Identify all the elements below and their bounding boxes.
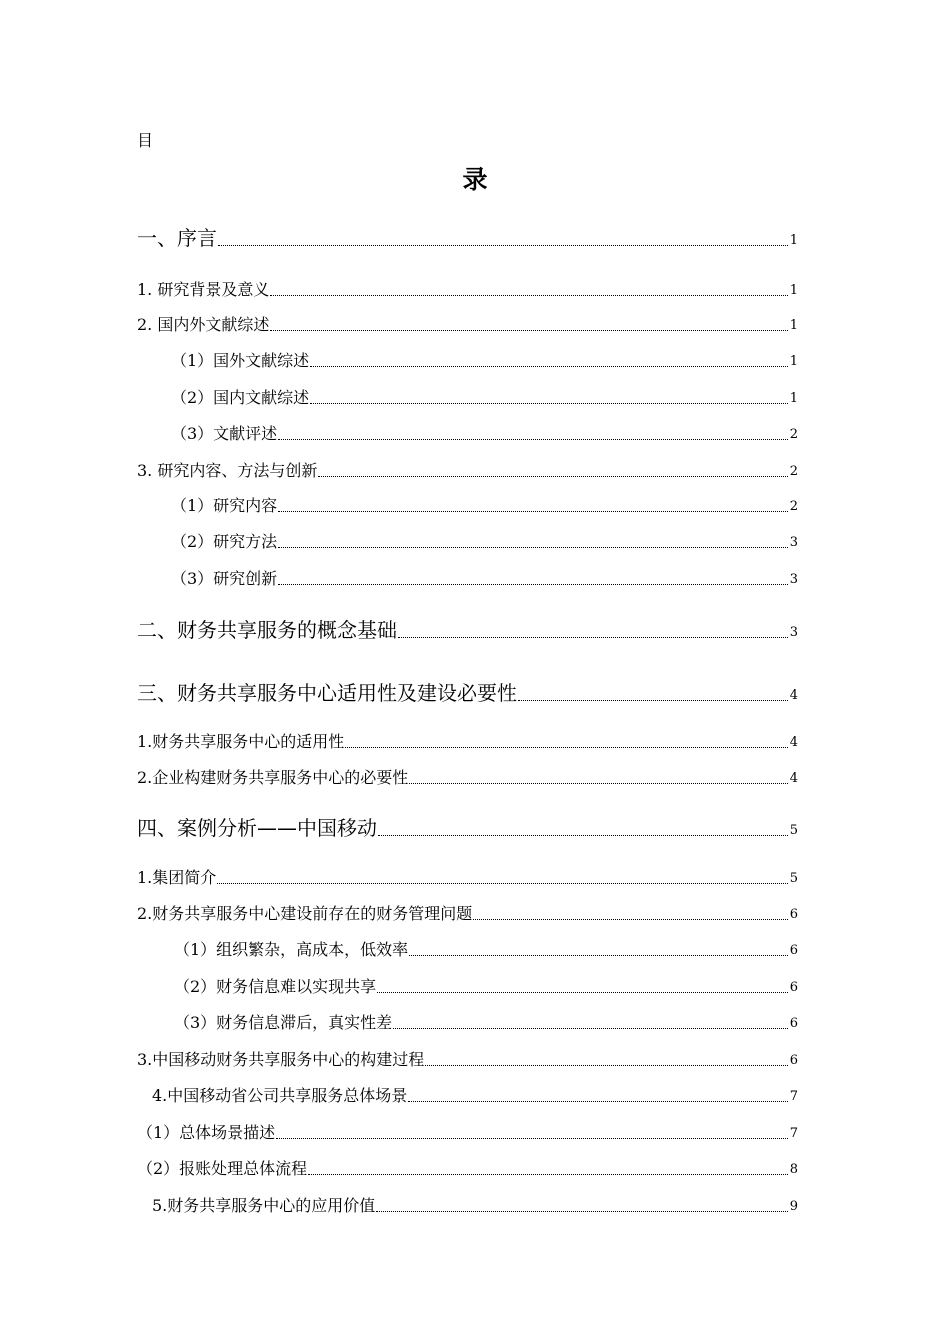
toc-entry-title: 4.中国移动省公司共享服务总体场景 bbox=[152, 1086, 408, 1105]
toc-leader-dots bbox=[345, 747, 787, 748]
toc-leader-dots bbox=[310, 366, 788, 367]
toc-entry-page: 4 bbox=[789, 771, 798, 786]
toc-entry-title: （2）研究方法 bbox=[171, 532, 278, 551]
toc-entry-page: 2 bbox=[789, 427, 798, 442]
toc-entry-page: 1 bbox=[789, 354, 798, 369]
toc-entry[interactable] bbox=[137, 734, 798, 750]
toc-entry-page: 4 bbox=[789, 735, 798, 750]
toc-entry-page: 7 bbox=[789, 1089, 798, 1104]
toc-entry-page: 1 bbox=[789, 318, 798, 333]
toc-entry-title: （1）研究内容 bbox=[171, 496, 278, 515]
toc-leader-dots bbox=[276, 1138, 788, 1139]
toc-entry[interactable] bbox=[137, 683, 798, 703]
toc-leader-dots bbox=[218, 245, 788, 246]
toc-entry-page: 6 bbox=[789, 907, 798, 922]
toc-entry-page: 3 bbox=[789, 625, 798, 640]
toc-entry-title: （3）研究创新 bbox=[171, 569, 278, 588]
toc-entry-title: （2）国内文献综述 bbox=[171, 388, 310, 407]
toc-leader-dots bbox=[376, 1211, 787, 1212]
toc-entry-page: 9 bbox=[789, 1199, 798, 1214]
toc-entry-page: 6 bbox=[789, 980, 798, 995]
toc-leader-dots bbox=[270, 295, 787, 296]
toc-entry[interactable] bbox=[174, 1015, 798, 1031]
toc-entry-page: 3 bbox=[789, 535, 798, 550]
toc-entry-page: 6 bbox=[789, 1016, 798, 1031]
toc-leader-dots bbox=[278, 511, 788, 512]
toc-entry[interactable] bbox=[174, 942, 798, 958]
toc-entry-title: 3. 研究内容、方法与创新 bbox=[137, 461, 318, 480]
toc-entry[interactable] bbox=[137, 317, 798, 333]
toc-leader-dots bbox=[393, 1028, 788, 1029]
toc-entry[interactable] bbox=[171, 498, 798, 514]
toc-entry[interactable] bbox=[171, 534, 798, 550]
toc-entry-title: 1.财务共享服务中心的适用性 bbox=[137, 732, 345, 751]
toc-leader-dots bbox=[270, 330, 787, 331]
toc-entry-page: 7 bbox=[789, 1126, 798, 1141]
toc-leader-dots bbox=[278, 547, 788, 548]
toc-entry-title: （2）财务信息难以实现共享 bbox=[174, 977, 377, 996]
toc-entry-page: 6 bbox=[789, 1053, 798, 1068]
toc-entry-title: 1. 研究背景及意义 bbox=[137, 280, 270, 299]
toc-leader-dots bbox=[408, 1101, 787, 1102]
toc-entry-title: 3.中国移动财务共享服务中心的构建过程 bbox=[137, 1050, 425, 1069]
toc-entry-page: 5 bbox=[789, 871, 798, 886]
toc-entry[interactable] bbox=[137, 1161, 798, 1177]
toc-entry-title: （2）报账处理总体流程 bbox=[137, 1159, 308, 1178]
toc-leader-dots bbox=[425, 1065, 787, 1066]
toc-entry-page: 5 bbox=[789, 823, 798, 838]
toc-entry-title: 一、序言 bbox=[137, 226, 217, 250]
toc-entry-title: 1.集团简介 bbox=[137, 868, 217, 887]
toc-entry-page: 1 bbox=[789, 283, 798, 298]
toc-leader-dots bbox=[409, 783, 787, 784]
toc-entry-title: （3）文献评述 bbox=[171, 424, 278, 443]
toc-leader-dots bbox=[473, 919, 787, 920]
toc-entry[interactable] bbox=[137, 906, 798, 922]
toc-entry[interactable] bbox=[137, 620, 798, 640]
toc-entry-title: 5.财务共享服务中心的应用价值 bbox=[152, 1196, 376, 1215]
toc-entry-title: 二、财务共享服务的概念基础 bbox=[137, 618, 397, 642]
toc-leader-dots bbox=[409, 955, 788, 956]
toc-entry-page: 3 bbox=[789, 572, 798, 587]
toc-entry-page: 6 bbox=[789, 943, 798, 958]
toc-leader-dots bbox=[278, 584, 788, 585]
toc-entry[interactable] bbox=[171, 353, 798, 369]
toc-entry[interactable] bbox=[171, 571, 798, 587]
toc-heading-part1: 目 bbox=[137, 131, 154, 150]
toc-entry-page: 1 bbox=[789, 233, 798, 248]
toc-entry-title: （3）财务信息滞后，真实性差 bbox=[174, 1013, 393, 1032]
toc-entry[interactable] bbox=[137, 770, 798, 786]
toc-entry-page: 1 bbox=[789, 391, 798, 406]
toc-entry-title: 2. 国内外文献综述 bbox=[137, 315, 270, 334]
toc-entry[interactable] bbox=[152, 1088, 798, 1104]
toc-entry-title: （1）总体场景描述 bbox=[137, 1123, 276, 1142]
toc-heading-part2: 录 bbox=[462, 165, 488, 194]
toc-entry-title: 2.企业构建财务共享服务中心的必要性 bbox=[137, 768, 409, 787]
toc-entry[interactable] bbox=[137, 1052, 798, 1068]
toc-entry-title: 四、案例分析——中国移动 bbox=[137, 816, 377, 840]
toc-entry-title: 三、财务共享服务中心适用性及建设必要性 bbox=[137, 681, 517, 705]
toc-leader-dots bbox=[398, 637, 788, 638]
toc-leader-dots bbox=[310, 403, 788, 404]
toc-leader-dots bbox=[217, 883, 787, 884]
toc-entry[interactable] bbox=[137, 1125, 798, 1141]
toc-leader-dots bbox=[318, 476, 787, 477]
toc-entry-page: 8 bbox=[789, 1162, 798, 1177]
toc-leader-dots bbox=[518, 700, 788, 701]
toc-leader-dots bbox=[377, 992, 788, 993]
toc-entry-title: 2.财务共享服务中心建设前存在的财务管理问题 bbox=[137, 904, 473, 923]
toc-entry[interactable] bbox=[137, 463, 798, 479]
toc-entry[interactable] bbox=[137, 228, 798, 248]
toc-leader-dots bbox=[378, 835, 788, 836]
toc-entry[interactable] bbox=[171, 390, 798, 406]
toc-entry[interactable] bbox=[174, 979, 798, 995]
toc-entry-page: 2 bbox=[789, 499, 798, 514]
toc-entry-title: （1）组织繁杂，高成本，低效率 bbox=[174, 940, 409, 959]
toc-leader-dots bbox=[278, 439, 788, 440]
toc-leader-dots bbox=[308, 1174, 788, 1175]
toc-entry-page: 4 bbox=[789, 688, 798, 703]
toc-entry[interactable] bbox=[171, 426, 798, 442]
toc-entry[interactable] bbox=[137, 818, 798, 838]
toc-entry[interactable] bbox=[137, 282, 798, 298]
toc-entry[interactable] bbox=[152, 1198, 798, 1214]
toc-entry-page: 2 bbox=[789, 464, 798, 479]
toc-entry-title: （1）国外文献综述 bbox=[171, 351, 310, 370]
toc-entry[interactable] bbox=[137, 870, 798, 886]
